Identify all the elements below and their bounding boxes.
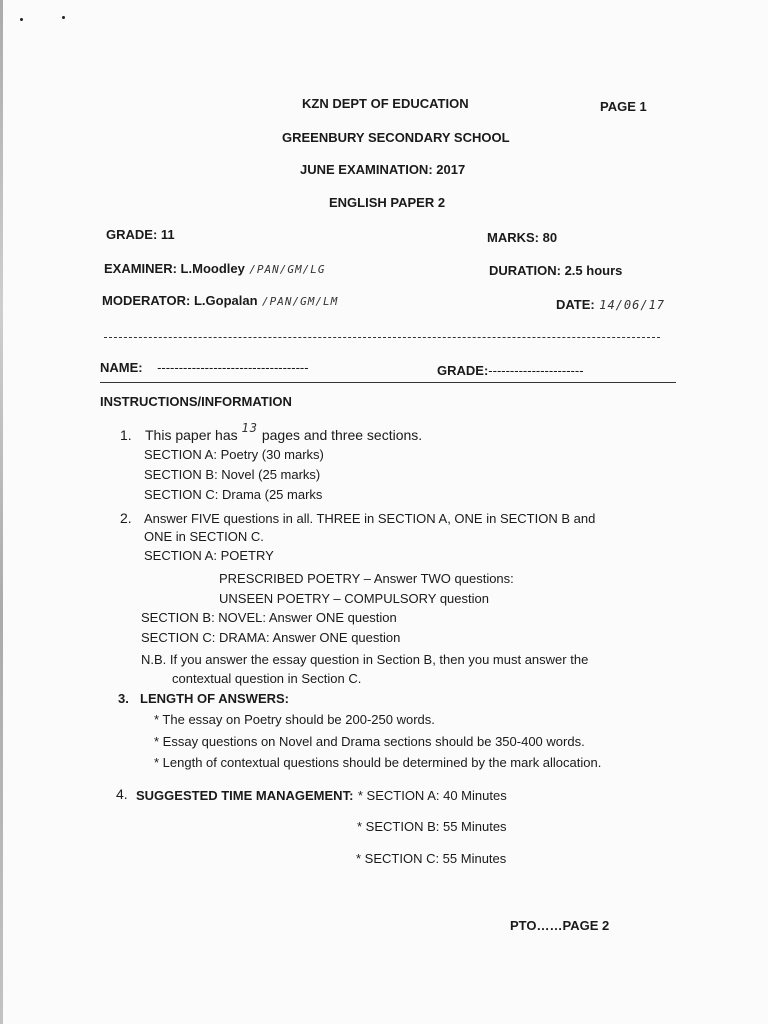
- item3-bullet1: * The essay on Poetry should be 200-250 words.: [154, 712, 435, 727]
- scan-edge: [0, 0, 3, 1024]
- item1-pages: 13: [241, 421, 258, 435]
- section-b-novel: SECTION B: Novel (25 marks): [144, 467, 321, 482]
- examiner-label: EXAMINER: L.Moodley: [104, 261, 245, 276]
- paper-title: ENGLISH PAPER 2: [329, 195, 446, 210]
- item3-bullet3: * Length of contextual questions should be determined by the mark allocation.: [154, 755, 602, 770]
- grade-label: GRADE: 11: [106, 227, 175, 242]
- name-field: [100, 359, 309, 377]
- item3-heading: LENGTH OF ANSWERS:: [140, 691, 290, 706]
- scan-speck: [62, 16, 65, 19]
- examiner-row: [104, 260, 326, 278]
- item2-number: 2.: [120, 510, 132, 526]
- item2-line1: Answer FIVE questions in all. THREE in SECTION A, ONE in SECTION B and: [144, 511, 596, 526]
- item1-prefix: This paper has: [145, 427, 238, 443]
- item1-line: [145, 421, 423, 443]
- item4-section-c: * SECTION C: 55 Minutes: [356, 851, 507, 866]
- scan-speck: [20, 18, 23, 21]
- exam-title: JUNE EXAMINATION: 2017: [300, 162, 466, 177]
- item2-prescribed: PRESCRIBED POETRY – Answer TWO questions:: [219, 571, 514, 586]
- item3-number: 3.: [118, 691, 129, 706]
- moderator-initials: /PAN/GM/LM: [261, 295, 339, 308]
- item1-number: 1.: [120, 427, 132, 443]
- item1-suffix: pages and three sections.: [261, 427, 423, 443]
- examiner-initials: /PAN/GM/LG: [249, 263, 326, 276]
- item4-line: [136, 787, 507, 805]
- item4-number: 4.: [116, 786, 128, 802]
- name-blank: -----------------------------------: [157, 360, 309, 375]
- school-name: GREENBURY SECONDARY SCHOOL: [282, 130, 510, 145]
- grade-field-label: GRADE:: [437, 363, 489, 378]
- moderator-label: MODERATOR: L.Gopalan: [102, 293, 258, 308]
- item4-section-b: * SECTION B: 55 Minutes: [357, 819, 507, 834]
- separator-dashed: [104, 337, 660, 338]
- separator-rule: [100, 382, 676, 383]
- name-label: NAME:: [100, 360, 143, 375]
- item4-heading: SUGGESTED TIME MANAGEMENT:: [136, 788, 354, 803]
- duration-label: DURATION: 2.5 hours: [489, 263, 623, 278]
- instructions-heading: INSTRUCTIONS/INFORMATION: [100, 394, 292, 409]
- item2-novel: SECTION B: NOVEL: Answer ONE question: [141, 610, 397, 625]
- date-row: [556, 296, 665, 314]
- item2-line2: ONE in SECTION C.: [144, 529, 264, 544]
- date-label: DATE:: [556, 297, 595, 312]
- item2-drama: SECTION C: DRAMA: Answer ONE question: [141, 630, 401, 645]
- item2-nb-line1: N.B. If you answer the essay question in Section B, then you must answer the: [141, 652, 589, 667]
- date-value: 14/06/17: [599, 298, 666, 312]
- item4-section-a: * SECTION A: 40 Minutes: [357, 788, 507, 803]
- page-number: PAGE 1: [600, 99, 647, 114]
- item2-poetry: SECTION A: POETRY: [144, 548, 274, 563]
- moderator-row: [102, 292, 338, 310]
- item3-bullet2: * Essay questions on Novel and Drama sections should be 350-400 words.: [154, 734, 585, 749]
- item2-nb-line2: contextual question in Section C.: [172, 671, 362, 686]
- section-a-poetry: SECTION A: Poetry (30 marks): [144, 447, 324, 462]
- dept-title: KZN DEPT OF EDUCATION: [302, 96, 469, 111]
- marks-label: MARKS: 80: [487, 230, 558, 245]
- page-turn-note: PTO……PAGE 2: [510, 918, 610, 933]
- section-c-drama: SECTION C: Drama (25 marks: [144, 487, 323, 502]
- grade-field: [437, 362, 584, 380]
- grade-blank: ----------------------: [488, 363, 584, 378]
- item2-unseen: UNSEEN POETRY – COMPULSORY question: [219, 591, 489, 606]
